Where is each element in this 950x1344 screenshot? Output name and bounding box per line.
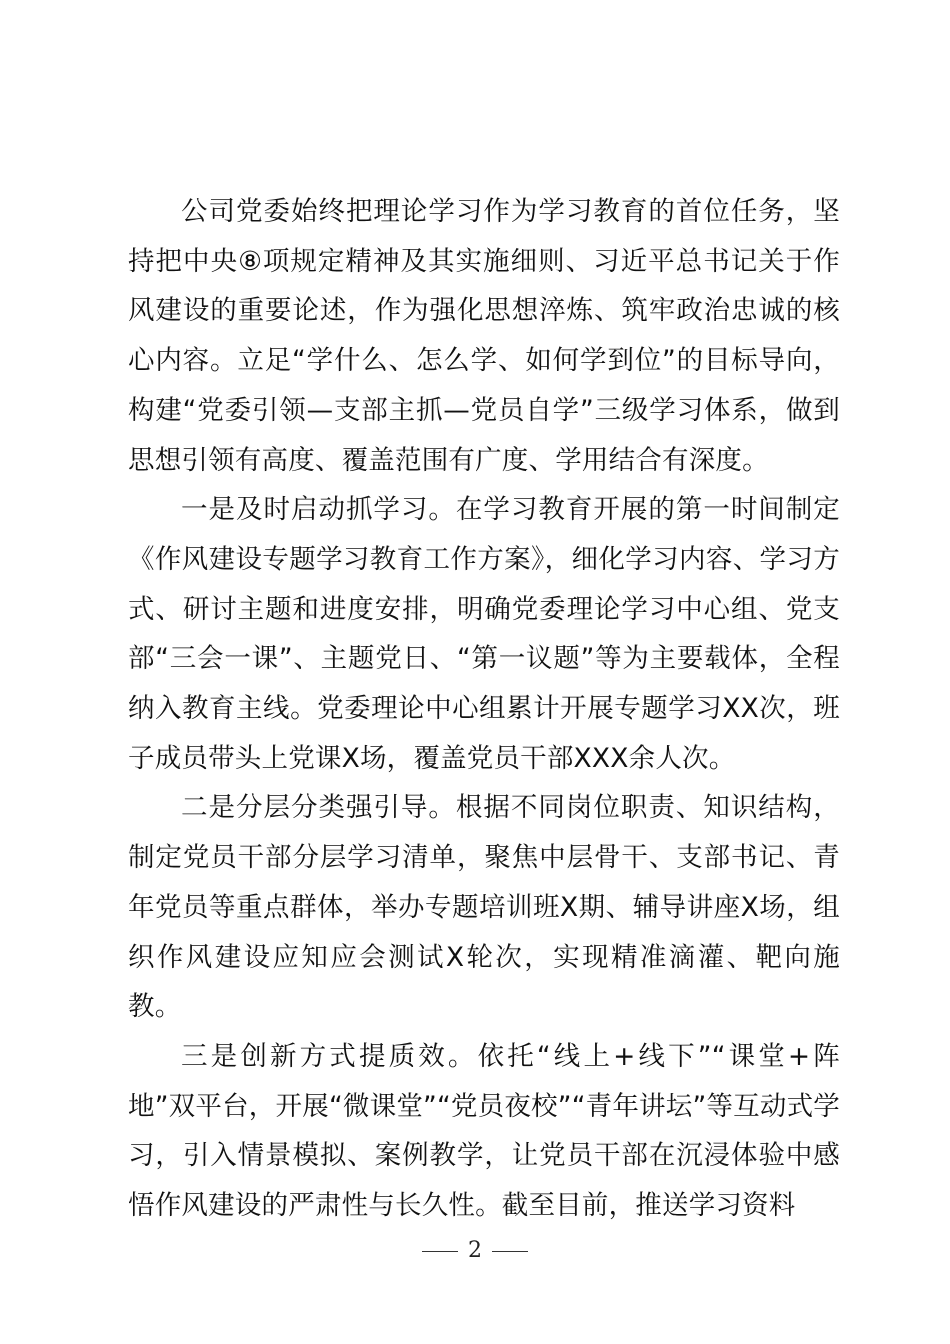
paragraph-item-three: 三是创新方式提质效。依托“线上+线下”“课堂+阵地”双平台，开展“微课堂”“党员夜校”“青年讲坛”等互动式学习，引入情景模拟、案例教学，让党员干部在沉浸体验中感悟作风建设的严肃性与长久性。截至目前，推送学习资料 <box>128 1040 840 1222</box>
page-number: 2 <box>468 1238 482 1263</box>
paragraph-intro: 公司党委始终把理论学习作为学习教育的首位任务，坚持把中央⑧项规定精神及其实施细则、习近平总书记关于作风建设的重要论述，作为强化思想淬炼、筑牢政治忠诚的核心内容。立足“学什么、怎么学、如何学到位”的目标导向，构建“党委引领—支部主抓—党员自学”三级学习体系，做到思想引领有高度、覆盖范围有广度、学用结合有深度。 <box>128 196 840 476</box>
document-body <box>128 187 840 1231</box>
footer-left-dash <box>422 1251 458 1252</box>
footer-right-dash <box>492 1251 528 1252</box>
page-footer <box>0 1236 950 1266</box>
paragraph-item-one: 一是及时启动抓学习。在学习教育开展的第一时间制定《作风建设专题学习教育工作方案》，细化学习内容、学习方式、研讨主题和进度安排，明确党委理论学习中心组、党支部“三会一课”、主题党日、“第一议题”等为主要载体，全程纳入教育主线。党委理论中心组累计开展专题学习XX次，班子成员带头上党课X场，覆盖党员干部XXX余人次。 <box>128 494 840 774</box>
paragraph-item-two: 二是分层分类强引导。根据不同岗位职责、知识结构，制定党员干部分层学习清单，聚焦中层骨干、支部书记、青年党员等重点群体，举办专题培训班X期、辅导讲座X场，组织作风建设应知应会测试X轮次，实现精准滴灌、靶向施教。 <box>128 792 840 1023</box>
